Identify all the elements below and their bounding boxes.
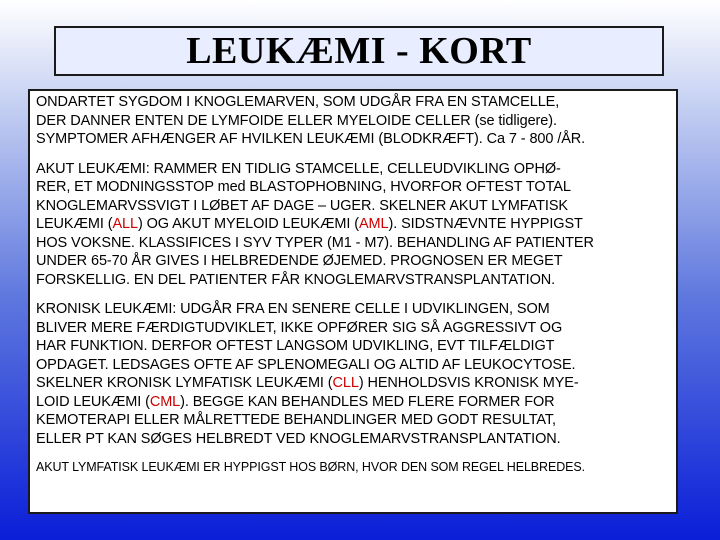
acute-leukemia-paragraph <box>36 160 670 290</box>
chronic-text-part1: KRONISK LEUKÆMI: UDGÅR FRA EN SENERE CELLE I UDVIKLINGEN, SOM BLIVER MERE FÆRDIGTUDVIKLET, IKKE OPFØRER SIG SÅ AGGRESSIVT OG HAR FUNKTION. DERFOR OFTEST LANGSOM UDVIKLING, EVT TILFÆLDIGT OPDAGET. LEDSAGES OFTE AF SPLENOMEGALI OG ALTID AF LEUKOCYTOSE. SKELNER KRONISK LYMFATISK LEUKÆMI ( <box>36 301 576 391</box>
slide-title: LEUKÆMI - KORT <box>186 30 532 72</box>
abbr-cml: CML <box>149 393 181 410</box>
content-box <box>28 89 678 514</box>
acute-text-part3: ). SIDSTNÆVNTE HYPPIGST HOS VOKSNE. KLASSIFICES I SYV TYPER (M1 - M7). BEHANDLING AF PATIENTER UNDER 65-70 ÅR GIVES I HELBREDENDE ØJEMED. PROGNOSEN ER MEGET FORSKELLIG. EN DEL PATIENTER FÅR KNOGLEMARVSTRANSPLANTATION. <box>36 216 594 288</box>
acute-text-part2: ) OG AKUT MYELOID LEUKÆMI ( <box>137 216 359 232</box>
abbr-all: ALL <box>112 216 138 232</box>
chronic-text-part3: ). BEGGE KAN BEHANDLES MED FLERE FORMER FOR KEMOTERAPI ELLER MÅLRETTEDE BEHANDLINGER MED GODT RESULTAT, ELLER PT KAN SØGES HELBREDT VED KNOGLEMARVSTRANSPLANTATION. <box>36 393 561 447</box>
title-box <box>54 26 664 76</box>
chronic-leukemia-paragraph <box>36 300 670 448</box>
abbr-aml: AML <box>358 216 389 232</box>
abbr-cll: CLL <box>332 375 359 391</box>
footnote: AKUT LYMFATISK LEUKÆMI ER HYPPIGST HOS BØRN, HVOR DEN SOM REGEL HELBREDES. <box>36 460 585 474</box>
acute-text-part1: AKUT LEUKÆMI: RAMMER EN TIDLIG STAMCELLE, CELLEUDVIKLING OPHØ- RER, ET MODNINGSSTOP med BLASTOPHOBNING, HVORFOR OFTEST TOTAL KNOGLEMARVSSVIGT I LØBET AF DAGE – UGER. SKELNER AKUT LYMFATISK LEUKÆMI ( <box>36 160 571 232</box>
intro-paragraph: ONDARTET SYGDOM I KNOGLEMARVEN, SOM UDGÅR FRA EN STAMCELLE, DER DANNER ENTEN DE LYMFOIDE ELLER MYELOIDE CELLER (se tidligere). SYMPTOMER AFHÆNGER AF HVILKEN LEUKÆMI (BLODKRÆFT). Ca 7 - 800 /ÅR. <box>36 94 586 147</box>
chronic-text-part2: ) HENHOLDSVIS KRONISK MYE- LOID LEUKÆMI ( <box>36 375 579 410</box>
